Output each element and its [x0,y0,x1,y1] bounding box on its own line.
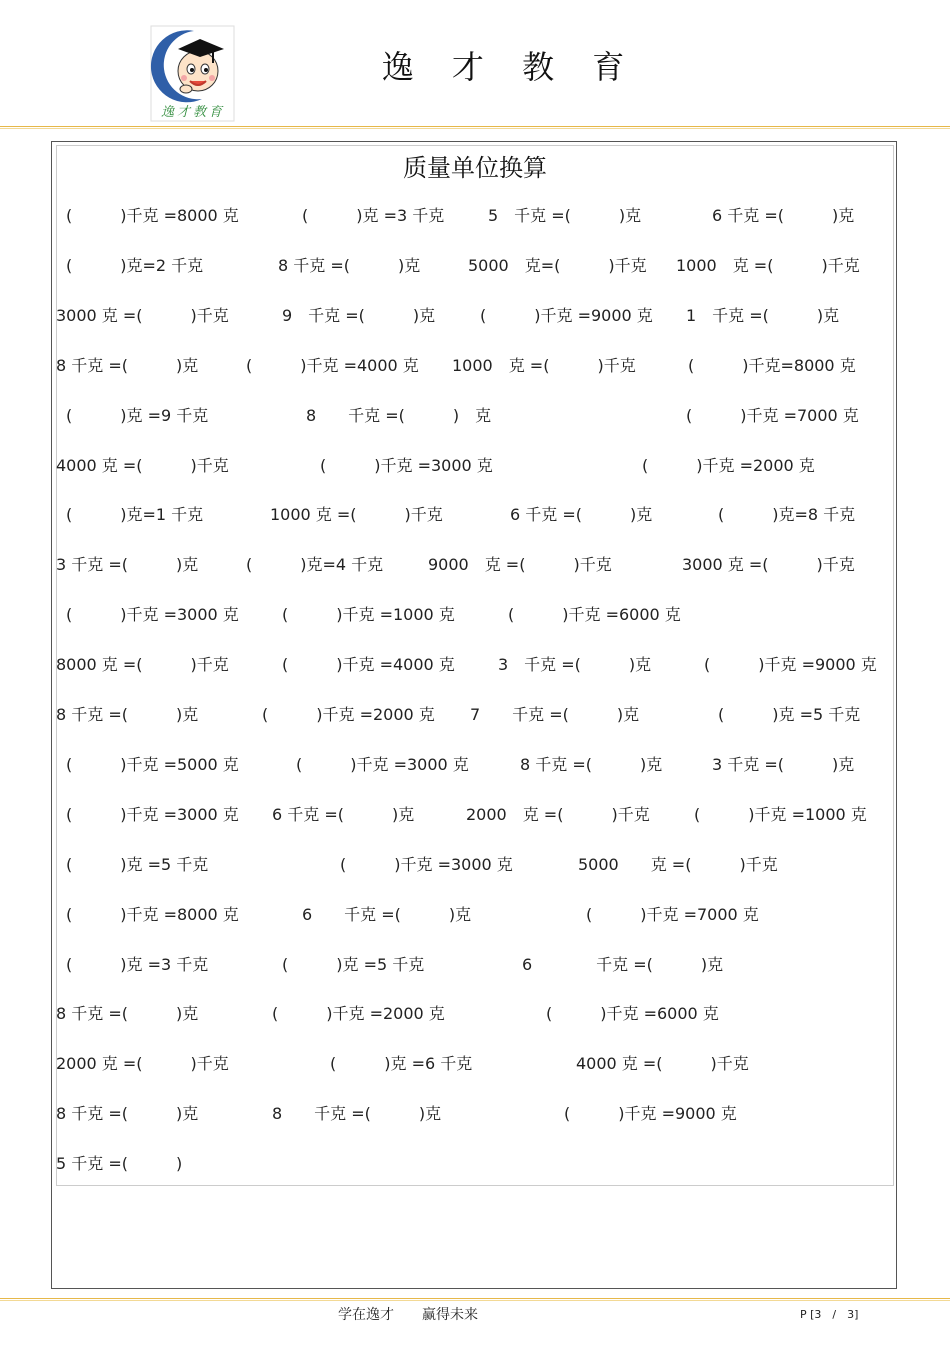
logo-text: 逸才教育 [160,105,225,120]
exercise-item: 8 千克 =( )克 [56,355,199,375]
exercise-item: ( )克 =3 千克 [66,954,209,974]
exercise-row [0,752,950,782]
exercise-item: ( )千克 =7000 克 [586,904,759,924]
exercise-item: 9 千克 =( )克 [282,305,436,325]
exercise-item: ( )千克 =9000 克 [480,305,653,325]
exercise-row [0,702,950,732]
exercise-item: ( )千克 =5000 克 [66,754,239,774]
exercise-item: ( )克=8 千克 [718,505,856,525]
exercise-item: ( )千克 =1000 克 [282,605,455,625]
exercise-item: 1 千克 =( )克 [686,305,840,325]
exercise-item: 3 千克 =( )克 [712,754,855,774]
exercise-item: ( )千克 =3000 克 [320,455,493,475]
exercise-item: 5000 克 =( )千克 [578,854,778,874]
exercise-item: 6 千克 =( )克 [510,505,653,525]
exercise-item: ( )克 =9 千克 [66,405,209,425]
exercise-item: 6 千克 =( )克 [302,904,472,924]
exercise-row [0,1101,950,1131]
exercise-row [0,652,950,682]
exercise-row [0,802,950,832]
exercise-item: 2000 克 =( )千克 [466,804,650,824]
exercise-item: 8000 克 =( )千克 [56,655,229,675]
exercise-item: ( )千克 =2000 克 [262,705,435,724]
exercise-item: 3 千克 =( )克 [498,655,652,675]
exercise-row [0,552,950,582]
exercise-item: 3000 克 =( )千克 [56,305,229,325]
exercise-item: ( )千克 =7000 克 [686,405,859,425]
exercise-row [0,253,950,283]
exercise-item: ( )千克 =1000 克 [694,804,867,824]
exercise-item: 1000 克 =( )千克 [270,505,443,525]
exercise-row [0,453,950,483]
exercise-item: ( )千克 =4000 克 [282,655,455,675]
exercise-item: 8 千克 =( ) 克 [306,405,492,425]
exercise-item: ( )克 =5 千克 [718,705,861,724]
exercise-item: 6 千克 =( )克 [272,804,415,824]
exercise-item: 1000 克 =( )千克 [452,355,636,375]
exercise-item: 8 千克 =( )克 [56,1104,199,1124]
exercise-item: 5000 克=( )千克 [468,255,647,275]
exercise-item: ( )千克 =8000 克 [66,206,239,225]
exercise-item: ( )千克 =2000 克 [642,455,815,475]
exercise-row [0,852,950,882]
exercise-item: 1000 克 =( )千克 [676,255,860,275]
exercise-item: ( )克 =5 千克 [282,954,425,974]
exercise-item: ( )克 =5 千克 [66,854,209,874]
exercise-item: ( )千克 =9000 克 [564,1104,737,1124]
header-title: 逸 才 教 育 [381,48,639,86]
exercise-item: 3 千克 =( )克 [56,555,199,575]
exercise-item: 4000 克 =( )千克 [56,455,229,475]
exercise-item: ( )千克 =3000 克 [66,605,239,625]
exercise-item: ( )千克 =9000 克 [704,655,877,675]
exercise-item: 6 千克 =( )克 [712,206,855,225]
exercise-item: 3000 克 =( )千克 [682,555,855,575]
exercise-item: 9000 克 =( )千克 [428,555,612,575]
exercise-item: ( )千克 =3000 克 [66,804,239,824]
worksheet-title: 质量单位换算 [403,154,547,182]
exercise-row [0,303,950,333]
exercise-item: ( )千克 =6000 克 [546,1004,719,1024]
footer-rule-secondary [0,1300,950,1301]
exercise-row [0,902,950,932]
exercise-row [0,502,950,532]
exercise-item: ( )克=1 千克 [66,505,204,525]
exercise-item: 2000 克 =( )千克 [56,1054,229,1074]
exercise-item: 5 千克 =( )克 [488,206,642,225]
exercise-item: 5 千克 =( ) [56,1154,183,1174]
exercise-item: ( )千克 =8000 克 [66,904,239,924]
exercise-item: ( )克 =6 千克 [330,1054,473,1074]
exercise-item: 8 千克 =( )克 [520,754,663,774]
exercise-item: ( )克 =3 千克 [302,206,445,225]
exercise-item: ( )千克 =3000 克 [296,754,469,774]
exercise-row [0,952,950,982]
exercise-row [0,602,950,632]
exercise-item: ( )克=4 千克 [246,555,384,575]
exercise-item: 4000 克 =( )千克 [576,1054,749,1074]
exercise-row [0,1051,950,1081]
footer-slogan: 学在逸才 赢得未来 [338,1307,478,1323]
exercise-item: ( )千克 =3000 克 [340,854,513,874]
exercise-item: ( )千克=8000 克 [688,355,856,375]
exercise-row [0,353,950,383]
exercise-item: 6 千克 =( )克 [522,954,724,974]
exercise-item: 8 千克 =( )克 [272,1104,442,1124]
exercise-item: 8 千克 =( )克 [278,255,421,275]
exercise-row [0,403,950,433]
exercise-item: 8 千克 =( )克 [56,1004,199,1024]
footer-rule [0,1298,950,1299]
exercise-item: 7 千克 =( )克 [470,705,640,724]
exercise-item: ( )千克 =4000 克 [246,355,419,375]
exercise-item: ( )克=2 千克 [66,255,204,275]
header-rule [0,126,950,127]
exercise-item: ( )千克 =6000 克 [508,605,681,625]
exercise-item: ( )千克 =2000 克 [272,1004,445,1024]
page-number: P [3 / 3] [800,1308,859,1321]
exercise-row [0,1151,950,1181]
logo [150,25,235,122]
exercise-item: 8 千克 =( )克 [56,705,199,724]
header-rule-secondary [0,128,950,129]
exercise-row [0,1001,950,1031]
exercise-row [0,203,950,233]
